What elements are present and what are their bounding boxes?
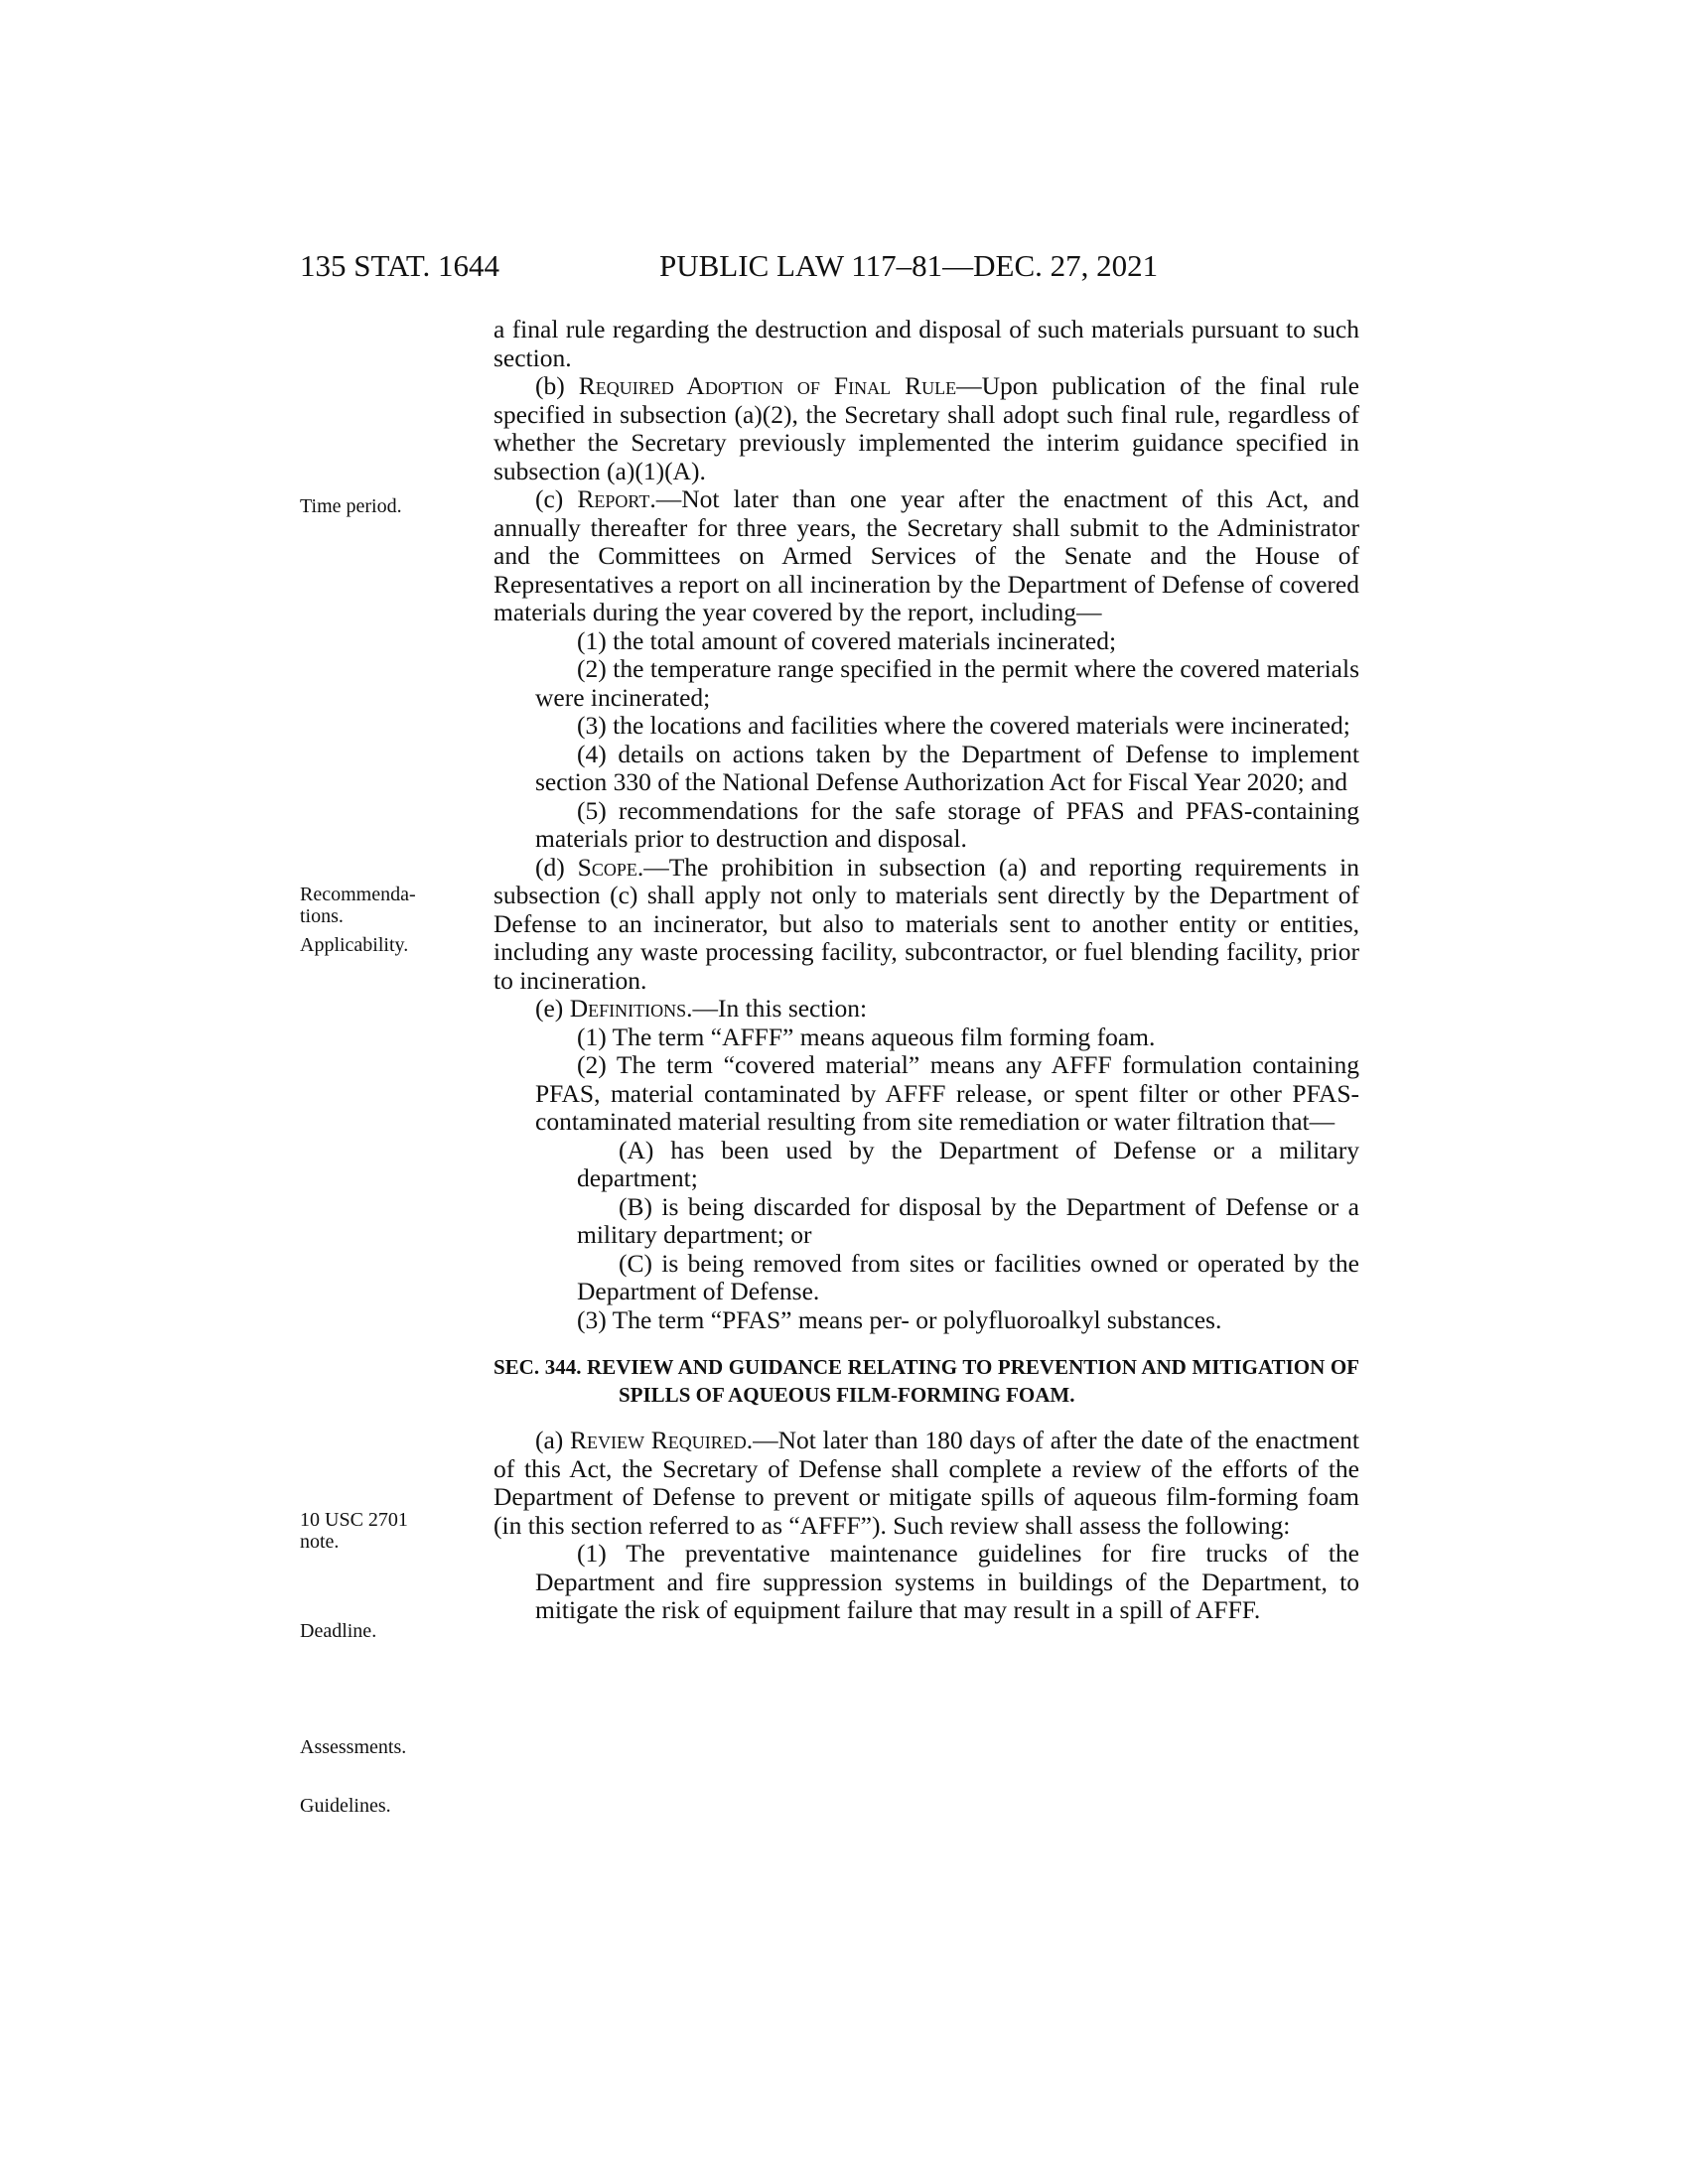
page-running-title: PUBLIC LAW 117–81—DEC. 27, 2021 [659,248,1159,283]
margin-note-recommendations: Recommenda-tions. [300,884,416,927]
subsection-d-heading: Scope [577,852,637,882]
document-body [493,316,1359,1625]
section-344-a-heading: Review Required [570,1426,747,1454]
section-344-a-label: (a) [535,1426,571,1454]
subsection-b-label: (b) [535,371,579,400]
definition-1: (1) The term “AFFF” means aqueous film forming foam. [577,1022,1156,1051]
subsection-e [493,995,1359,1024]
subsection-e-heading: Definitions [569,994,687,1023]
subsection-d-label: (d) [535,852,578,882]
definition-2: (2) The term “covered material” means any AFFF formulation containing PFAS, material contaminated by AFFF release, or spent filter or other PFAS-contaminated material resulting from site remediation or water filtration that— [535,1050,1359,1136]
margin-note-applicability: Applicability. [300,934,409,956]
paragraph-final-rule-continued: a final rule regarding the destruction and disposal of such materials pursuant to such section. [493,315,1359,372]
subsection-d [493,854,1359,996]
subsection-d-text: .—The prohibition in subsection (a) and reporting requirements in subsection (c) shall apply not only to materials sent directly by the Department of Defense to an incinerator, but also to materials sent to another entity or entities, including any waste processing facility, subcontractor, or fuel blending facility, prior to incineration. [493,852,1360,995]
margin-note-time-period: Time period. [300,495,402,517]
section-344-a-text: .—Not later than 180 days of after the date of the enactment of this Act, the Secretary of Defense shall complete a review of the efforts of the Department of Defense to prevent or mitigate spills of aqueous film-forming foam (in this section referred to as “AFFF”). Such review shall assess the following: [493,1426,1359,1540]
subsection-c-item-4: (4) details on actions taken by the Department of Defense to implement section 330 of the National Defense Authorization Act for Fiscal Year 2020; and [535,739,1359,796]
subsection-e-text: .—In this section: [686,994,868,1023]
margin-note-deadline: Deadline. [300,1620,377,1642]
subsection-c [493,485,1359,627]
definition-3: (3) The term “PFAS” means per- or polyfluoroalkyl substances. [577,1304,1222,1334]
subsection-c-item-5: (5) recommendations for the safe storage of PFAS and PFAS-containing materials prior to destruction and disposal. [535,795,1359,853]
subsection-e-label: (e) [535,994,570,1023]
subsection-c-label: (c) [535,484,578,513]
subsection-c-item-3: (3) the locations and facilities where the covered materials were incinerated; [577,711,1350,740]
subsection-c-heading: Report [577,484,650,513]
section-344-subsection-a [493,1427,1359,1540]
definition-2-item-c: (C) is being removed from sites or facilities owned or operated by the Department of Defense. [577,1248,1359,1305]
subsection-c-item-2: (2) the temperature range specified in the permit where the covered materials were incinerated; [535,654,1359,712]
margin-note-guidelines: Guidelines. [300,1795,391,1817]
section-344-heading: SEC. 344. REVIEW AND GUIDANCE RELATING TO PREVENTION AND MITIGATION OF SPILLS OF AQUEOUS FILM-FORMING FOAM. [493,1355,1359,1407]
section-344-a-item-1: (1) The preventative maintenance guidelines for fire trucks of the Department and fire suppression systems in buildings of the Department, to mitigate the risk of equipment failure that may result in a spill of AFFF. [535,1539,1359,1624]
subsection-c-item-1: (1) the total amount of covered materials incinerated; [577,625,1117,655]
margin-note-usc-citation: 10 USC 2701 note. [300,1509,408,1553]
definition-2-item-b: (B) is being discarded for disposal by the Department of Defense or a military department; or [577,1191,1359,1249]
margin-note-assessments: Assessments. [300,1736,407,1758]
definition-2-item-a: (A) has been used by the Department of Defense or a military department; [577,1135,1359,1192]
page-stat-number: 135 STAT. 1644 [300,248,500,283]
subsection-b-heading: Required Adoption of Final Rule [578,371,957,400]
subsection-b-text: —Upon publication of the final rule specified in subsection (a)(2), the Secretary shall adopt such final rule, regardless of whether the Secretary previously implemented the interim guidance specified in subsection (a)(1)(A). [493,371,1359,485]
subsection-b [493,372,1359,485]
subsection-c-text: .—Not later than one year after the enactment of this Act, and annually thereafter for three years, the Secretary shall submit to the Administrator and the Committees on Armed Services of the Senate and the House of Representatives a report on all incineration by the Department of Defense of covered materials during the year covered by the report, including— [493,484,1359,626]
